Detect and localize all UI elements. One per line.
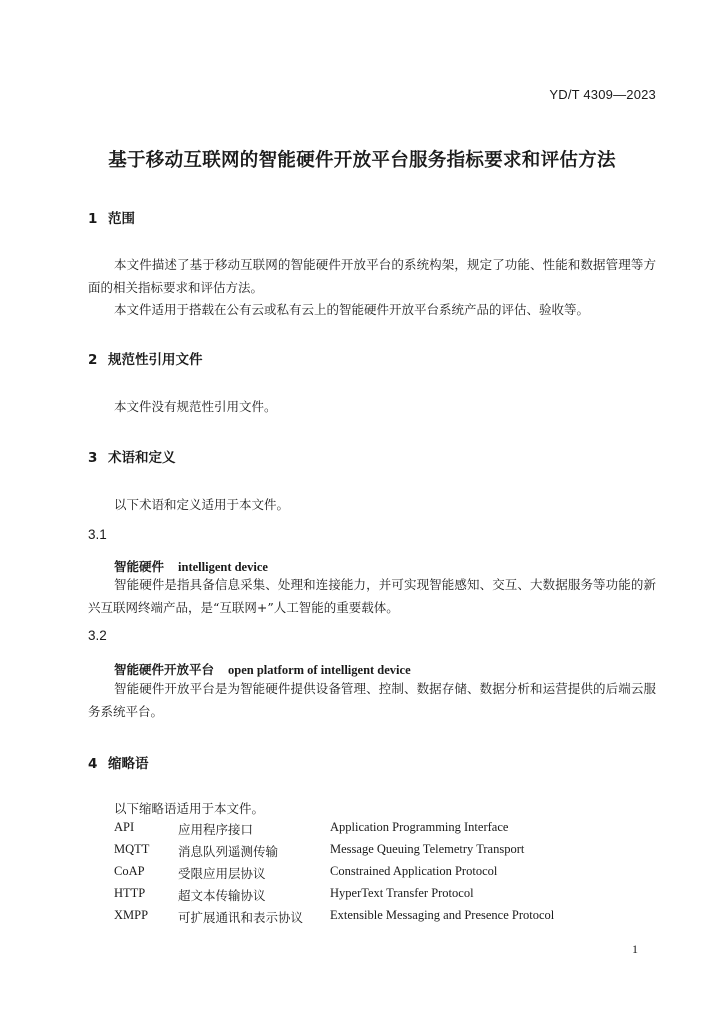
abbreviation: API [114,820,135,834]
term-definition: 智能硬件开放平台是为智能硬件提供设备管理、控制、数据存储、数据分析和运营提供的后端云服务系统平台。 [88,681,656,719]
abbreviation: HTTP [114,886,146,900]
section-number: 2 [88,352,98,368]
terms-intro-paragraph: 以下术语和定义适用于本文件。 [114,497,290,512]
section-heading-scope [88,207,135,227]
section-title: 规范性引用文件 [108,352,203,368]
abbreviation-english: Application Programming Interface [330,820,509,834]
section-number: 3 [88,450,98,466]
abbreviations-intro-paragraph: 以下缩略语适用于本文件。 [114,801,265,816]
abbreviation-chinese: 受限应用层协议 [178,866,266,881]
abbreviation-english: Message Queuing Telemetry Transport [330,842,525,856]
term-entry [114,660,411,678]
section-title: 范围 [108,211,135,227]
term-number: 3.2 [88,628,107,643]
abbreviation: XMPP [114,908,149,922]
section-heading-normative-references [88,348,203,368]
section-number: 1 [88,211,98,227]
term-chinese: 智能硬件开放平台 [114,662,215,677]
scope-paragraph-1: 本文件描述了基于移动互联网的智能硬件开放平台的系统构架，规定了功能、性能和数据管理等方面的相关指标要求和评估方法。 [88,257,656,295]
document-title: 基于移动互联网的智能硬件开放平台服务指标要求和评估方法 [108,150,616,171]
section-number: 4 [88,756,98,772]
abbreviation-english: HyperText Transfer Protocol [330,886,474,900]
term-chinese: 智能硬件 [114,559,165,574]
section-title: 术语和定义 [108,450,176,466]
term-english: open platform of intelligent device [228,663,411,677]
abbreviation-chinese: 超文本传输协议 [178,888,266,903]
abbreviation-chinese: 应用程序接口 [178,822,254,837]
abbreviation-english: Constrained Application Protocol [330,864,498,878]
section-title: 缩略语 [108,756,149,772]
term-english: intelligent device [178,560,268,574]
scope-paragraph-2: 本文件适用于搭载在公有云或私有云上的智能硬件开放平台系统产品的评估、验收等。 [114,302,590,317]
standard-code: YD/T 4309—2023 [549,87,656,102]
term-entry [114,557,268,575]
term-definition: 智能硬件是指具备信息采集、处理和连接能力，并可实现智能感知、交互、大数据服务等功能的新兴互联网终端产品，是“互联网+”人工智能的重要载体。 [88,577,656,615]
page-number: 1 [632,942,638,956]
abbreviation-chinese: 消息队列遥测传输 [178,844,279,859]
section-heading-terms [88,446,176,466]
abbreviation-chinese: 可扩展通讯和表示协议 [178,910,304,925]
abbreviation: CoAP [114,864,145,878]
term-number: 3.1 [88,527,107,542]
abbreviation: MQTT [114,842,150,856]
abbreviation-english: Extensible Messaging and Presence Protocol [330,908,555,922]
section-heading-abbreviations [88,752,149,772]
normative-references-paragraph: 本文件没有规范性引用文件。 [114,399,277,414]
